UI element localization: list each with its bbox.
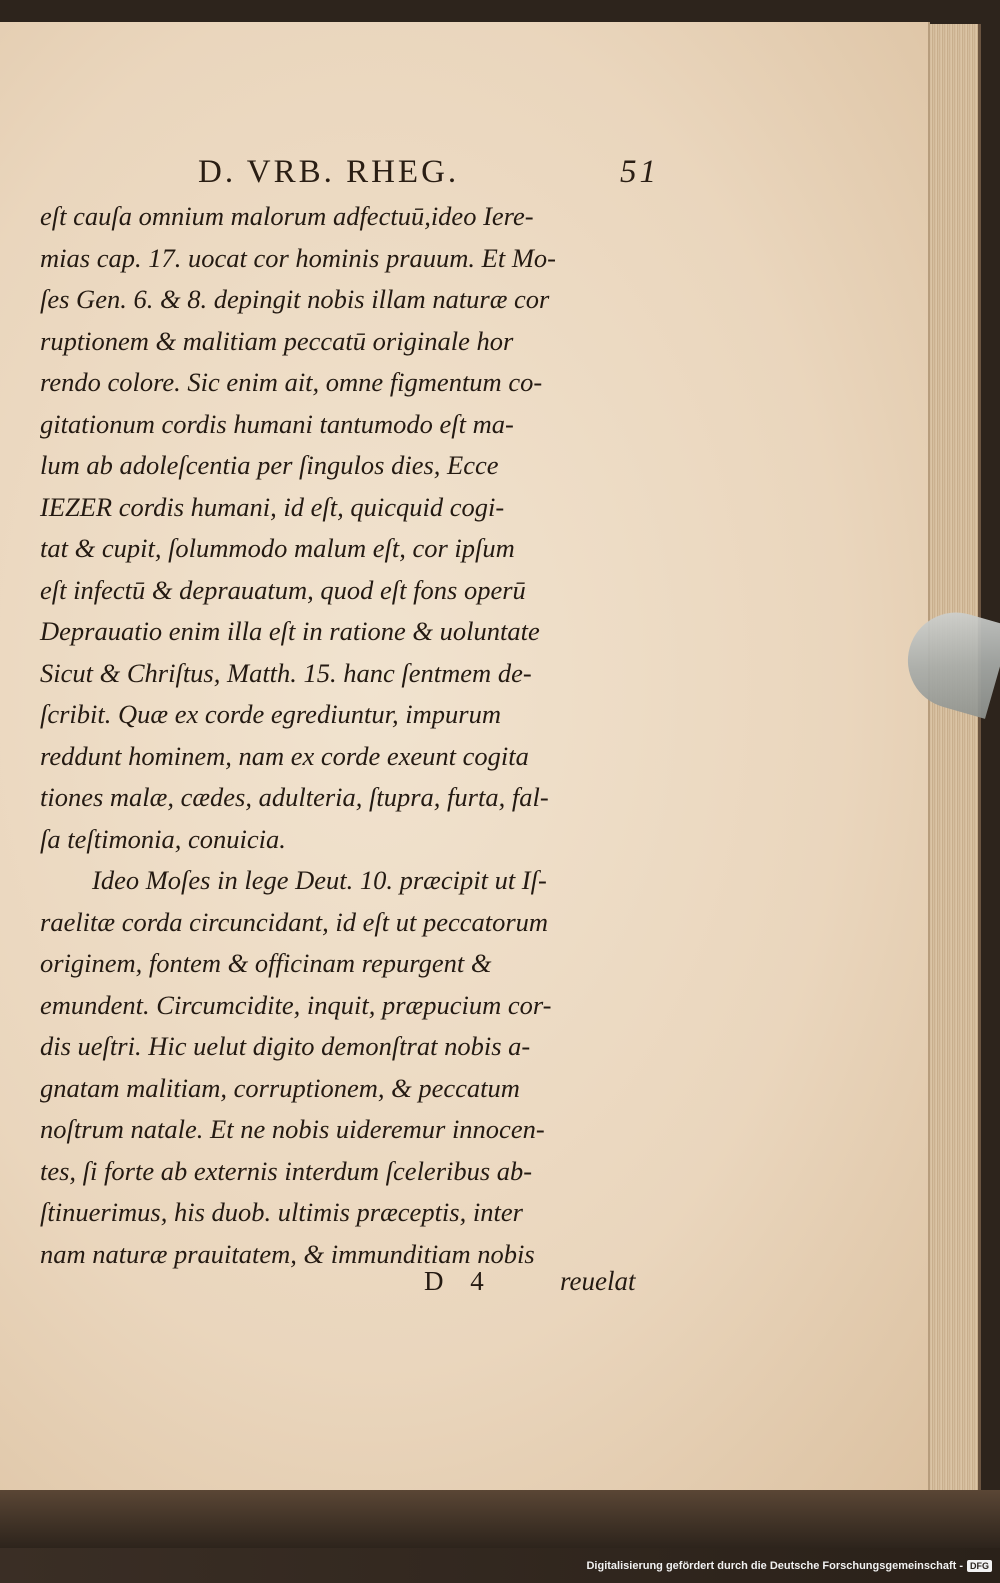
text-line: originem, fontem & officinam repurgent & xyxy=(40,948,492,978)
body-text xyxy=(40,196,660,1275)
page-header xyxy=(0,154,928,194)
text-line: ſtinuerimus, his duob. ultimis præceptis, inter xyxy=(40,1197,523,1227)
text-line: eſt infectū & deprauatum, quod eſt fons operū xyxy=(40,574,526,605)
running-head: D. VRB. RHEG. xyxy=(198,154,460,190)
text-line: ruptionem & malitiam peccatū originale hor xyxy=(40,325,514,356)
text-line: dis ueſtri. Hic uelut digito demonſtrat nobis a- xyxy=(40,1031,531,1061)
digitization-credit xyxy=(586,1555,992,1577)
text-line: IEZER cordis humani, id eſt, quicquid cogi- xyxy=(40,491,505,522)
text-line: lum ab adoleſcentia per ſingulos dies, Ecce xyxy=(40,450,499,480)
text-line: Deprauatio enim illa eſt in ratione & uoluntate xyxy=(40,616,540,646)
signature-mark: D 4 xyxy=(424,1266,494,1296)
text-line: rendo colore. Sic enim ait, omne figmentum co- xyxy=(40,367,543,397)
text-line: tat & cupit, ſolummodo malum eſt, cor ipſum xyxy=(40,533,515,563)
text-line: eſt cauſa omnium malorum adfectuū,ideo Iere- xyxy=(40,201,534,231)
text-line: mias cap. 17. uocat cor hominis prauum. Et Mo- xyxy=(40,242,556,273)
text-line: reddunt hominem, nam ex corde exeunt cogita xyxy=(40,740,529,771)
paragraph-start-line: Ideo Moſes in lege Deut. 10. præcipit ut Iſ- xyxy=(92,865,547,895)
text-line: ſa teſtimonia, conuicia. xyxy=(40,823,286,854)
page-number: 51 xyxy=(620,154,659,190)
text-line: gnatam malitiam, corruptionem, & peccatum xyxy=(40,1072,520,1103)
text-line: gitationum cordis humani tantumodo eſt ma- xyxy=(40,408,514,439)
show-through-text xyxy=(760,272,930,412)
text-line: tiones malæ, cædes, adulteria, ſtupra, furta, fal- xyxy=(40,782,549,812)
book-bottom-edge xyxy=(0,1490,1000,1548)
text-line: ſcribit. Quæ ex corde egrediuntur, impurum xyxy=(40,699,501,729)
text-line: nam naturæ prauitatem, & immunditiam nobis xyxy=(40,1238,535,1269)
credit-text: Digitalisierung gefördert durch die Deutsche Forschungsgemeinschaft - xyxy=(586,1560,963,1572)
text-line: raelitæ corda circuncidant, id eſt ut peccatorum xyxy=(40,906,549,937)
text-line: emundent. Circumcidite, inquit, præpucium cor- xyxy=(40,989,552,1020)
dfg-logo-icon: DFG xyxy=(967,1560,992,1572)
text-line: Sicut & Chriſtus, Matth. 15. hanc ſentmem de- xyxy=(40,657,532,688)
page-edges xyxy=(928,24,981,1490)
catchword: reuelat xyxy=(560,1266,636,1296)
text-line: tes, ſi forte ab externis interdum ſceleribus ab- xyxy=(40,1155,533,1186)
text-line: noſtrum natale. Et ne nobis uideremur innocen- xyxy=(40,1114,545,1144)
page-footer xyxy=(0,1266,928,1306)
book-page xyxy=(0,22,930,1491)
text-line: ſes Gen. 6. & 8. depingit nobis illam naturæ cor xyxy=(40,284,550,314)
